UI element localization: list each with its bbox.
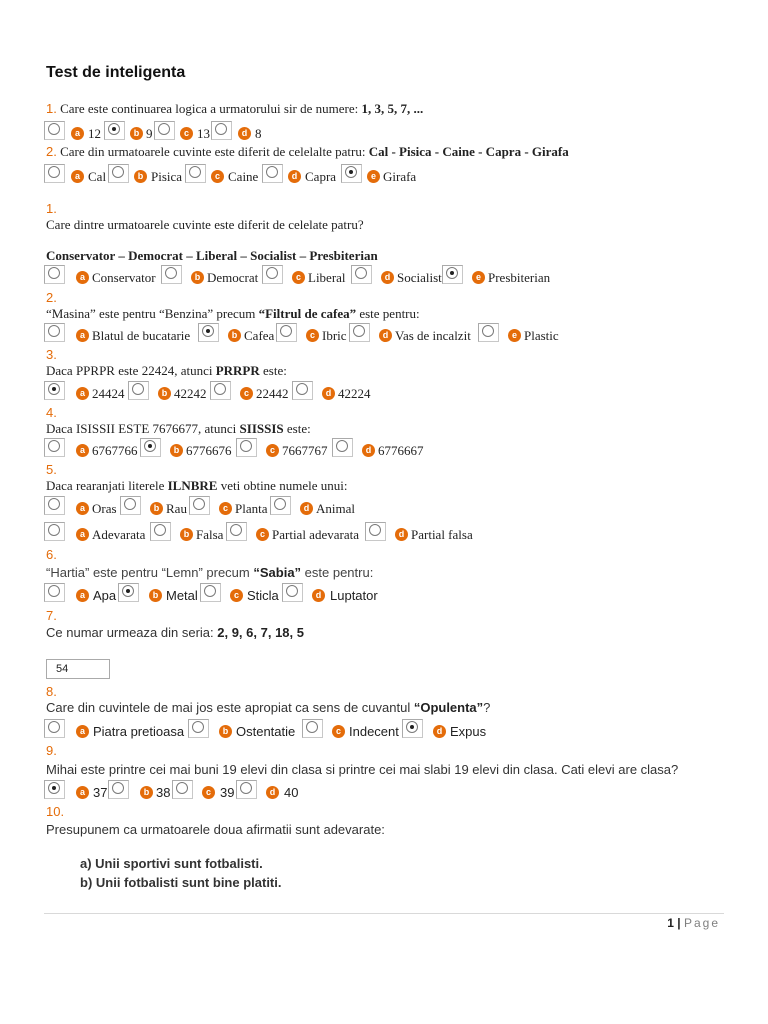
- radio-button[interactable]: [172, 780, 193, 799]
- badge-a-icon: a: [76, 329, 89, 342]
- option-label: 38: [156, 785, 171, 800]
- radio-button[interactable]: [44, 719, 65, 738]
- question-text-a: “Masina” este pentru “Benzina” precum: [46, 306, 259, 321]
- radio-button[interactable]: [44, 323, 65, 342]
- badge-e-icon: e: [508, 329, 521, 342]
- badge-d-icon: d: [322, 387, 335, 400]
- option-label: 7667767: [282, 443, 328, 458]
- badge-b-icon: b: [134, 170, 147, 183]
- radio-button[interactable]: [351, 265, 372, 284]
- badge-b-icon: b: [170, 444, 183, 457]
- option-label: 24424: [92, 386, 125, 401]
- option-label: Pisica: [151, 169, 183, 184]
- option-label: Metal: [166, 588, 198, 603]
- question-2: [46, 144, 569, 160]
- badge-a-icon: a: [76, 271, 89, 284]
- option-label: 13: [197, 126, 210, 141]
- option-label: 9: [146, 126, 153, 141]
- badge-d-icon: d: [312, 589, 325, 602]
- question-text-b: ?: [483, 700, 491, 715]
- option-label: Oras: [92, 501, 117, 516]
- radio-button[interactable]: [104, 121, 125, 140]
- badge-c-icon: c: [219, 502, 232, 515]
- question-text: [46, 363, 287, 379]
- radio-button[interactable]: [118, 583, 139, 602]
- badge-a-icon: a: [76, 725, 89, 738]
- option-label: Luptator: [330, 588, 378, 603]
- question-bold: Conservator – Democrat – Liberal – Socialist – Presbiterian: [46, 248, 378, 263]
- badge-d-icon: d: [288, 170, 301, 183]
- badge-b-icon: b: [130, 127, 143, 140]
- badge-b-icon: b: [158, 387, 171, 400]
- question-number: 7.: [46, 608, 57, 623]
- option-label: Ibric: [322, 328, 347, 343]
- question-text-a: Care din cuvintele de mai jos este apropiat ca sens de cuvantul: [46, 700, 414, 715]
- radio-button[interactable]: [44, 496, 65, 515]
- question-text-a: Daca ISISSII ESTE 7676677, atunci: [46, 421, 240, 436]
- radio-button[interactable]: [341, 164, 362, 183]
- badge-d-icon: d: [395, 528, 408, 541]
- question-text-a: Daca rearanjati literele: [46, 478, 168, 493]
- option-label: Democrat: [207, 270, 259, 285]
- option-label: 6776667: [378, 443, 424, 458]
- radio-button[interactable]: [120, 496, 141, 515]
- option-label: Capra: [305, 169, 337, 184]
- option-label: Piatra pretioasa: [93, 724, 185, 739]
- radio-button[interactable]: [154, 121, 175, 140]
- radio-button[interactable]: [349, 323, 370, 342]
- question-text-a: Daca PPRPR este 22424, atunci: [46, 363, 216, 378]
- badge-d-icon: d: [238, 127, 251, 140]
- badge-c-icon: c: [211, 170, 224, 183]
- radio-button[interactable]: [150, 522, 171, 541]
- badge-e-icon: e: [367, 170, 380, 183]
- option-label: Falsa: [196, 527, 224, 542]
- badge-c-icon: c: [266, 444, 279, 457]
- radio-button[interactable]: [44, 780, 65, 799]
- badge-b-icon: b: [219, 725, 232, 738]
- question-bold: “Filtrul de cafea”: [258, 306, 357, 321]
- badge-a-icon: a: [76, 502, 89, 515]
- radio-button[interactable]: [236, 780, 257, 799]
- question-text-b: este pentru:: [301, 565, 374, 580]
- badge-b-icon: b: [180, 528, 193, 541]
- option-label: Cafea: [244, 328, 275, 343]
- question-text-b: este:: [283, 421, 311, 436]
- option-label: Animal: [316, 501, 355, 516]
- radio-button[interactable]: [236, 438, 257, 457]
- option-label: Expus: [450, 724, 487, 739]
- badge-a-icon: a: [76, 387, 89, 400]
- question-text: [46, 421, 311, 437]
- badge-d-icon: d: [266, 786, 279, 799]
- option-label: 8: [255, 126, 262, 141]
- option-label: 40: [284, 785, 299, 800]
- question-bold: ILNBRE: [167, 478, 218, 493]
- radio-button[interactable]: [44, 121, 65, 140]
- option-label: Conservator: [92, 270, 156, 285]
- badge-a-icon: a: [76, 444, 89, 457]
- badge-d-icon: d: [381, 271, 394, 284]
- page-title: Test de inteligenta: [46, 64, 186, 81]
- radio-button[interactable]: [108, 164, 129, 183]
- question-text-b: este pentru:: [356, 306, 420, 321]
- option-label: Partial adevarata: [272, 527, 359, 542]
- radio-button[interactable]: [292, 381, 313, 400]
- badge-e-icon: e: [472, 271, 485, 284]
- option-label: Plastic: [524, 328, 559, 343]
- question-number: 5.: [46, 462, 57, 477]
- option-label: Socialist: [397, 270, 442, 285]
- radio-button[interactable]: [44, 438, 65, 457]
- question-bold: 1, 3, 5, 7, ...: [361, 101, 424, 116]
- badge-c-icon: c: [180, 127, 193, 140]
- radio-button[interactable]: [200, 583, 221, 602]
- radio-button[interactable]: [140, 438, 161, 457]
- badge-b-icon: b: [150, 502, 163, 515]
- radio-button[interactable]: [478, 323, 499, 342]
- question-number: 9.: [46, 743, 57, 758]
- radio-button[interactable]: [365, 522, 386, 541]
- question-text: [46, 478, 347, 494]
- option-label: Indecent: [349, 724, 399, 739]
- question-bold: “Opulenta”: [413, 700, 484, 715]
- question-number: 3.: [46, 347, 57, 362]
- option-label: 6767766: [92, 443, 138, 458]
- option-label: Presbiterian: [488, 270, 551, 285]
- question-text: [46, 700, 490, 715]
- question-bold: SIISSIS: [239, 421, 284, 436]
- badge-b-icon: b: [228, 329, 241, 342]
- badge-d-icon: d: [300, 502, 313, 515]
- question-bold: 2, 9, 6, 7, 18, 5: [217, 625, 304, 640]
- question-text-a: “Hartia” este pentru “Lemn” precum: [46, 565, 254, 580]
- option-label: Adevarata: [92, 527, 146, 542]
- page-number: 1: [667, 916, 674, 930]
- radio-button[interactable]: [302, 719, 323, 738]
- badge-c-icon: c: [332, 725, 345, 738]
- badge-b-icon: b: [140, 786, 153, 799]
- question-number: 2.: [46, 144, 57, 159]
- footer-divider: [44, 913, 724, 914]
- question-number: 2.: [46, 290, 57, 305]
- radio-button[interactable]: [442, 265, 463, 284]
- option-label: Planta: [235, 501, 268, 516]
- badge-a-icon: a: [76, 528, 89, 541]
- question-text: Care din urmatoarele cuvinte este diferit de celelalte patru:: [56, 144, 369, 159]
- radio-button[interactable]: [189, 496, 210, 515]
- page-separator: |: [673, 916, 684, 930]
- badge-a-icon: a: [76, 589, 89, 602]
- question-text: [46, 625, 304, 640]
- badge-b-icon: b: [149, 589, 162, 602]
- option-label: Partial falsa: [411, 527, 473, 542]
- radio-button[interactable]: [108, 780, 129, 799]
- badge-c-icon: c: [292, 271, 305, 284]
- question-text: [46, 306, 420, 322]
- question-text: Care dintre urmatoarele cuvinte este diferit de celelate patru?: [46, 217, 364, 232]
- radio-button[interactable]: [226, 522, 247, 541]
- radio-button[interactable]: [44, 265, 65, 284]
- statement-b: b) Unii fotbalisti sunt bine platiti.: [80, 875, 282, 890]
- page-footer: [667, 916, 720, 930]
- radio-button[interactable]: [44, 381, 65, 400]
- question-text-b: veti obtine numele unui:: [217, 478, 348, 493]
- question-text: [46, 565, 373, 580]
- radio-button[interactable]: [44, 522, 65, 541]
- badge-d-icon: d: [433, 725, 446, 738]
- option-label: Girafa: [383, 169, 417, 184]
- radio-button[interactable]: [44, 583, 65, 602]
- question-text: Presupunem ca urmatoarele doua afirmatii sunt adevarate:: [46, 822, 385, 837]
- question-number: 10.: [46, 804, 65, 819]
- badge-a-icon: a: [71, 127, 84, 140]
- question-text: Care este continuarea logica a urmatorului sir de numere:: [56, 101, 362, 116]
- option-label: Apa: [93, 588, 117, 603]
- badge-d-icon: d: [379, 329, 392, 342]
- option-label: Liberal: [308, 270, 346, 285]
- option-label: Blatul de bucatarie: [92, 328, 191, 343]
- option-label: 22442: [256, 386, 289, 401]
- option-label: 42242: [174, 386, 207, 401]
- badge-c-icon: c: [240, 387, 253, 400]
- question-text-a: Ce numar urmeaza din seria:: [46, 625, 218, 640]
- option-label: Caine: [228, 169, 259, 184]
- question-bold: PRRPR: [215, 363, 260, 378]
- radio-button[interactable]: [185, 164, 206, 183]
- radio-button[interactable]: [262, 265, 283, 284]
- badge-d-icon: d: [362, 444, 375, 457]
- statement-a: a) Unii sportivi sunt fotbalisti.: [80, 856, 263, 871]
- page-label: Page: [683, 916, 720, 930]
- question-number: 4.: [46, 405, 57, 420]
- radio-button[interactable]: [161, 265, 182, 284]
- radio-button[interactable]: [262, 164, 283, 183]
- radio-button[interactable]: [211, 121, 232, 140]
- radio-button[interactable]: [332, 438, 353, 457]
- option-label: Sticla: [247, 588, 279, 603]
- question-text: Mihai este printre cei mai buni 19 elevi din clasa si printre cei mai slabi 19 elevi din clasa. Cati elevi are clasa?: [46, 762, 679, 777]
- radio-button[interactable]: [210, 381, 231, 400]
- radio-button[interactable]: [128, 381, 149, 400]
- badge-c-icon: c: [256, 528, 269, 541]
- badge-c-icon: c: [306, 329, 319, 342]
- question-bold: “Sabia”: [253, 565, 302, 580]
- radio-button[interactable]: [198, 323, 219, 342]
- question-number: 8.: [46, 684, 57, 699]
- option-label: 37: [93, 785, 108, 800]
- badge-c-icon: c: [230, 589, 243, 602]
- option-label: 42224: [338, 386, 371, 401]
- badge-b-icon: b: [191, 271, 204, 284]
- badge-c-icon: c: [202, 786, 215, 799]
- option-label: Ostentatie: [236, 724, 296, 739]
- question-1: [46, 101, 423, 117]
- question-bold: Cal - Pisica - Caine - Capra - Girafa: [368, 144, 569, 159]
- radio-button[interactable]: [276, 323, 297, 342]
- radio-button[interactable]: [282, 583, 303, 602]
- badge-a-icon: a: [71, 170, 84, 183]
- option-label: Vas de incalzit: [395, 328, 471, 343]
- option-label: 39: [220, 785, 235, 800]
- question-number: 1.: [46, 201, 57, 216]
- radio-button[interactable]: [270, 496, 291, 515]
- radio-button[interactable]: [44, 164, 65, 183]
- option-label: 6776676: [186, 443, 232, 458]
- question-text-b: este:: [259, 363, 287, 378]
- question-number: 1.: [46, 101, 57, 116]
- option-label: Cal: [88, 169, 107, 184]
- radio-button[interactable]: [188, 719, 209, 738]
- option-label: Rau: [166, 501, 187, 516]
- question-number: 6.: [46, 547, 57, 562]
- answer-input[interactable]: 54: [46, 659, 110, 679]
- option-label: 12: [88, 126, 101, 141]
- radio-button[interactable]: [402, 719, 423, 738]
- badge-a-icon: a: [76, 786, 89, 799]
